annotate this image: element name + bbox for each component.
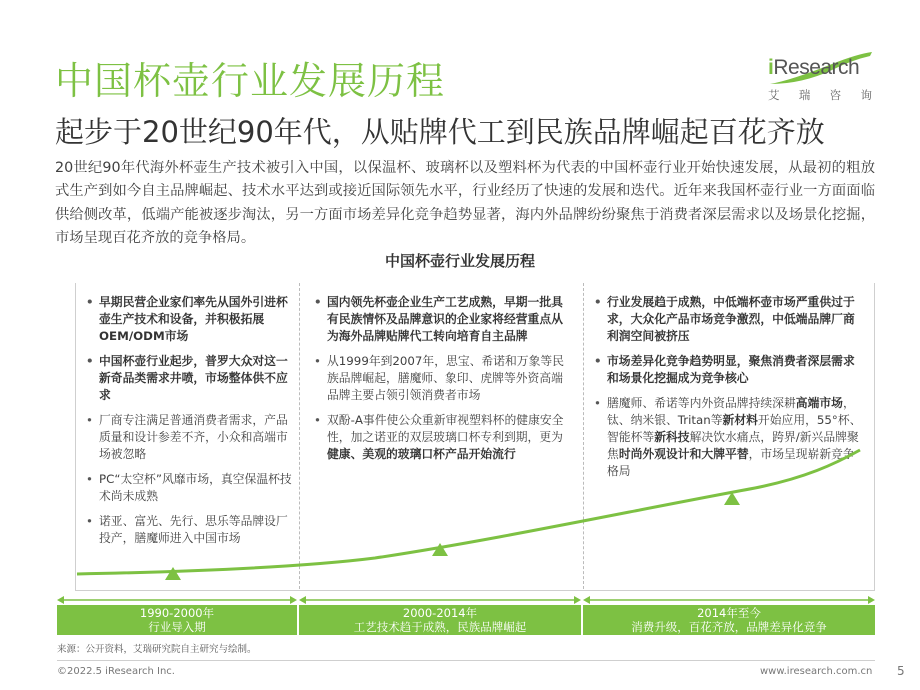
iresearch-logo	[760, 50, 875, 105]
bullet-text: 中国杯壶行业起步，普罗大众对这一新奇品类需求井喷，市场整体供不应求	[99, 354, 288, 402]
timeline-title: 中国杯壶行业发展历程	[384, 252, 535, 270]
logo-chinese-name: 艾 瑞 咨 询	[768, 88, 872, 102]
phase-1-box	[57, 605, 297, 635]
bullet-text: 解决饮水痛点，跨界/新兴品牌聚焦	[607, 430, 859, 461]
double-arrow-icon	[583, 596, 875, 604]
bullet-text: 新材料	[722, 413, 758, 427]
timeline-bullet	[592, 294, 864, 345]
phase-label: 工艺技术趋于成熟，民族品牌崛起	[353, 620, 527, 634]
bullet-text: 健康、美观的玻璃口杯产品开始流行	[327, 447, 516, 461]
phase-label: 行业导入期	[148, 620, 206, 634]
timeline-bullet	[84, 294, 296, 345]
double-arrow-icon	[299, 596, 581, 604]
bullet-text: 从1999年到2007年，思宝、希诺和万象等民族品牌崛起，膳魔师、象印、虎牌等外资高端品牌主要占领引领消费者市场	[327, 354, 564, 402]
copyright-text: ©2022.5 iResearch Inc.	[57, 666, 175, 677]
bullet-text: 厂商专注满足普通消费者需求，产品质量和设计参差不齐，小众和高端市场被忽略	[99, 413, 288, 461]
source-note: 来源：公开资料，艾瑞研究院自主研究与绘制。	[57, 644, 257, 655]
phase-2-box	[299, 605, 581, 635]
phase-period: 1990-2000年	[139, 606, 215, 620]
page-title: 中国杯壶行业发展历程	[55, 59, 446, 103]
bullet-text: 行业发展趋于成熟，中低端杯壶市场严重供过于求，大众化产品市场竞争激烈，中低端品牌厂商利润空间被挤压	[607, 295, 855, 343]
growth-curve-line	[77, 450, 860, 574]
growth-curve	[75, 440, 875, 590]
bullet-text: 新科技	[654, 430, 690, 444]
bullet-text: 诺亚、富光、先行、思乐等品牌设厂投产，膳魔师进入中国市场	[99, 514, 288, 545]
bullet-text: 时尚外观设计和大牌平替	[618, 447, 749, 461]
phase-3-box	[583, 605, 875, 635]
phase-period: 2000-2014年	[402, 606, 478, 620]
timeline-bullet	[592, 353, 864, 387]
bullet-text: 市场差异化竞争趋势明显，聚焦消费者深层需求和场景化挖掘成为竞争核心	[607, 354, 855, 385]
bullet-text: 早期民营企业家们率先从国外引进杯壶生产技术和设备，并积极拓展OEM/ODM市场	[99, 295, 288, 343]
website-link[interactable]: www.iresearch.com.cn	[760, 666, 873, 677]
timeline-bullet	[312, 294, 574, 345]
bullet-text: 国内领先杯壶企业生产工艺成熟，早期一批具有民族情怀及品牌意识的企业家将经营重点从为海外品牌贴牌代工转向培育自主品牌	[327, 295, 563, 343]
bullet-text: ，钛、纳米银、Tritan等	[607, 396, 855, 427]
bullet-text: 膳魔师、希诺等内外资品牌持续深耕	[607, 396, 796, 410]
page-number: 5	[897, 664, 905, 678]
double-arrow-icon	[57, 596, 297, 604]
intro-paragraph: 20世纪90年代海外杯壶生产技术被引入中国，以保温杯、玻璃杯以及塑料杯为代表的中国杯壶行业开始快速发展，从最初的粗放式生产到如今自主品牌崛起、技术水平达到或接近国际领先水平，行业经历了快速的发展和迭代。近年来我国杯壶行业一方面面临供给侧改革，低端产能被逐步淘汰，另一方面市场差异化竞争趋势显著，海内外品牌纷纷聚焦于消费者深层需求以及场景化挖掘，市场呈现百花齐放的竞争格局。	[55, 160, 875, 247]
phase-period: 2014年至今	[697, 606, 761, 620]
timeline-bullet	[312, 353, 574, 404]
page-subtitle: 起步于20世纪90年代，从贴牌代工到民族品牌崛起百花齐放	[55, 115, 825, 149]
bullet-text: 高端市场	[795, 396, 843, 410]
logo-wordmark: iResearch	[768, 56, 860, 79]
bullet-text: PC“太空杯”风靡市场，真空保温杯技术尚未成熟	[99, 472, 292, 503]
timeline-bullet	[84, 353, 296, 404]
milestone-marker-icon	[165, 567, 181, 580]
phase-label: 消费升级，百花齐放，品牌差异化竞争	[631, 620, 827, 634]
bullet-text: ，市场呈现崭新竞争格局	[607, 447, 855, 478]
bullet-text: 双酚-A事件使公众重新审视塑料杯的健康安全性，加之诺亚的双层玻璃口杯专利到期，更为	[327, 413, 564, 444]
phase-bar	[57, 596, 875, 636]
bullet-text: 开始应用，55°杯、智能杯等	[607, 413, 862, 444]
footer-divider	[57, 660, 875, 661]
